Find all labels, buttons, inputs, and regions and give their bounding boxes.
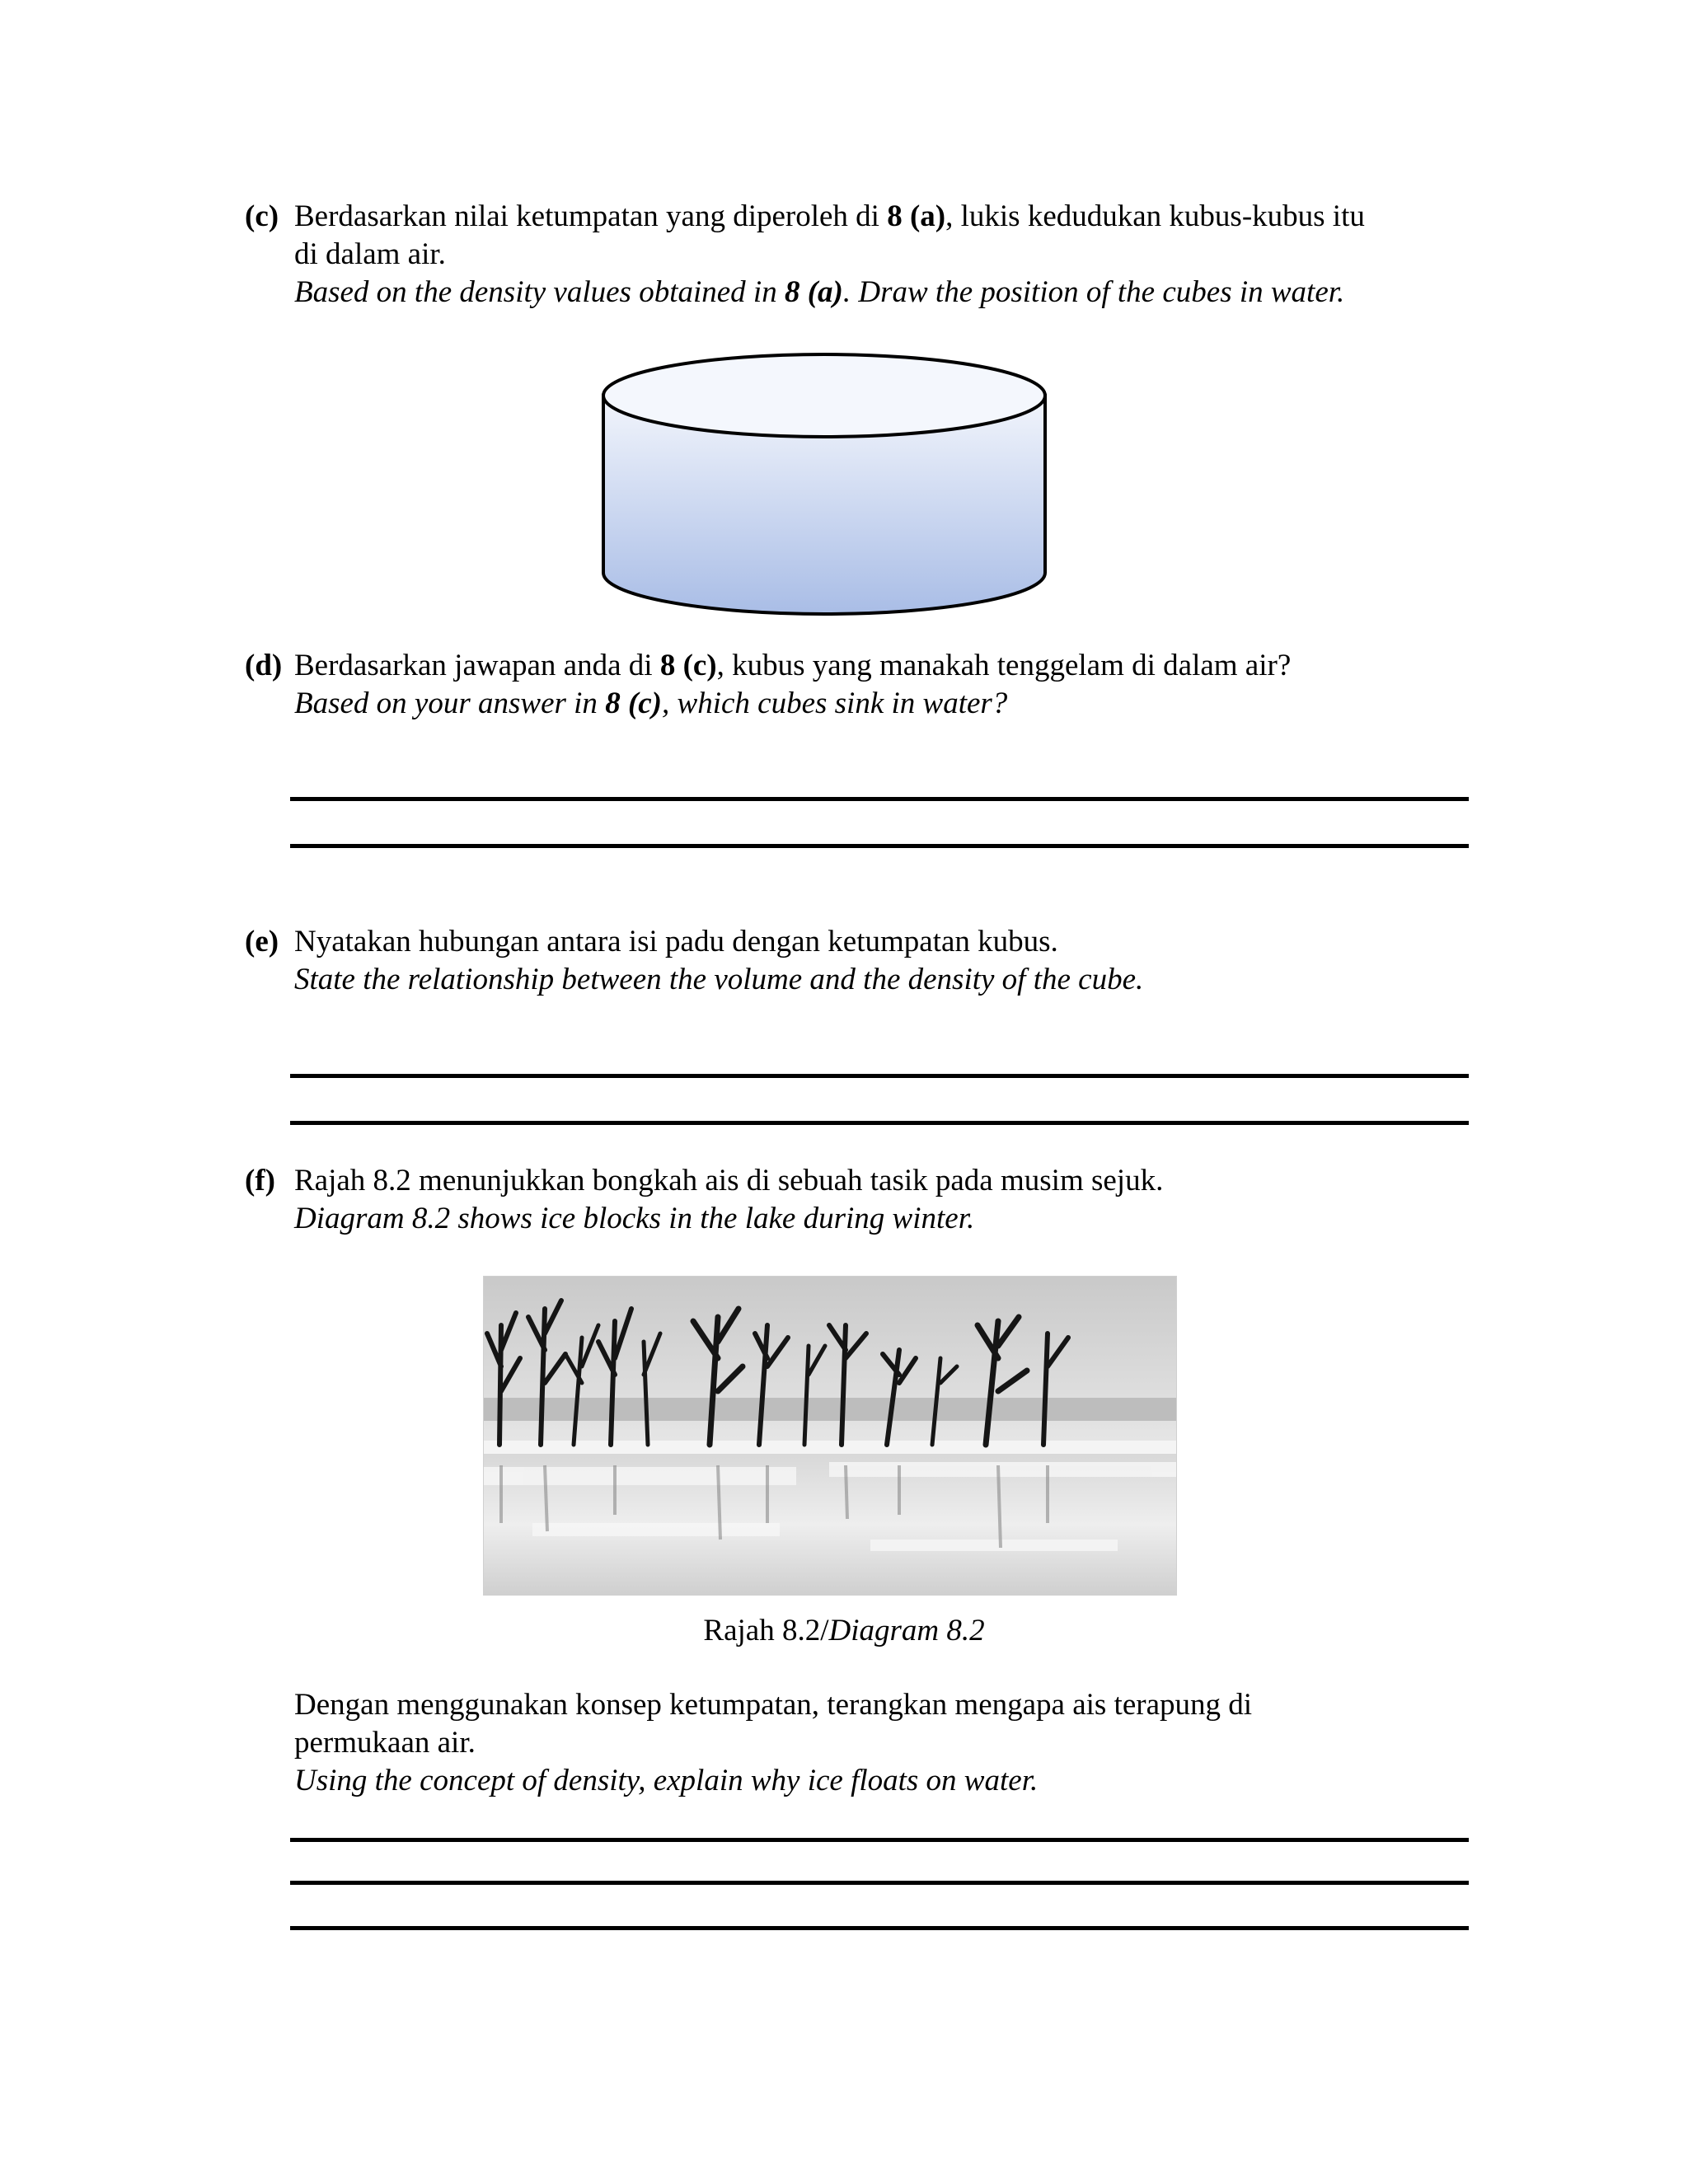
question-f-followup-english: Using the concept of density, explain why ice floats on water. xyxy=(294,1764,1039,1797)
question-f-english: Diagram 8.2 shows ice blocks in the lake during winter. xyxy=(294,1202,975,1235)
answer-line-e-2[interactable] xyxy=(290,1121,1469,1125)
question-d-label: (d) xyxy=(245,649,283,682)
question-c xyxy=(245,198,1481,312)
question-e-malay: Nyatakan hubungan antara isi padu dengan ketumpatan kubus. xyxy=(294,925,1058,958)
answer-line-d-1[interactable] xyxy=(290,797,1469,801)
question-d-english: Based on your answer in 8 (c), which cubes sink in water? xyxy=(294,687,1008,720)
question-c-malay: Berdasarkan nilai ketumpatan yang diperoleh di 8 (a), lukis kedudukan kubus-kubus itu xyxy=(294,199,1365,233)
question-f-followup-malay-cont: permukaan air. xyxy=(294,1726,476,1760)
far-shore xyxy=(483,1398,1177,1421)
question-e xyxy=(245,923,1481,999)
answer-line-d-2[interactable] xyxy=(290,844,1469,848)
question-f xyxy=(245,1162,1481,1238)
figure-caption: Rajah 8.2/Diagram 8.2 xyxy=(703,1614,985,1647)
answer-line-f-1[interactable] xyxy=(290,1838,1469,1842)
answer-line-e-1[interactable] xyxy=(290,1074,1469,1078)
question-e-english: State the relationship between the volume and the density of the cube. xyxy=(294,963,1144,996)
question-e-label: (e) xyxy=(245,925,279,958)
question-c-english: Based on the density values obtained in 8 (a). Draw the position of the cubes in water. xyxy=(294,275,1345,309)
question-f-followup-malay: Dengan menggunakan konsep ketumpatan, terangkan mengapa ais terapung di xyxy=(294,1688,1253,1722)
answer-line-f-2[interactable] xyxy=(290,1881,1469,1885)
answer-line-f-3[interactable] xyxy=(290,1926,1469,1930)
question-f-followup xyxy=(245,1686,1481,1800)
question-f-malay: Rajah 8.2 menunjukkan bongkah ais di sebuah tasik pada musim sejuk. xyxy=(294,1164,1164,1197)
snow-bank xyxy=(483,1441,1177,1455)
question-d-malay: Berdasarkan jawapan anda di 8 (c), kubus yang manakah tenggelam di dalam air? xyxy=(294,649,1292,682)
question-c-label: (c) xyxy=(245,199,279,233)
question-d xyxy=(245,647,1481,723)
container-rim xyxy=(603,354,1045,437)
winter-lake-photo xyxy=(483,1276,1177,1596)
question-f-label: (f) xyxy=(245,1164,275,1197)
water-container-diagram[interactable] xyxy=(593,342,1055,622)
question-c-malay-cont: di dalam air. xyxy=(294,237,446,271)
